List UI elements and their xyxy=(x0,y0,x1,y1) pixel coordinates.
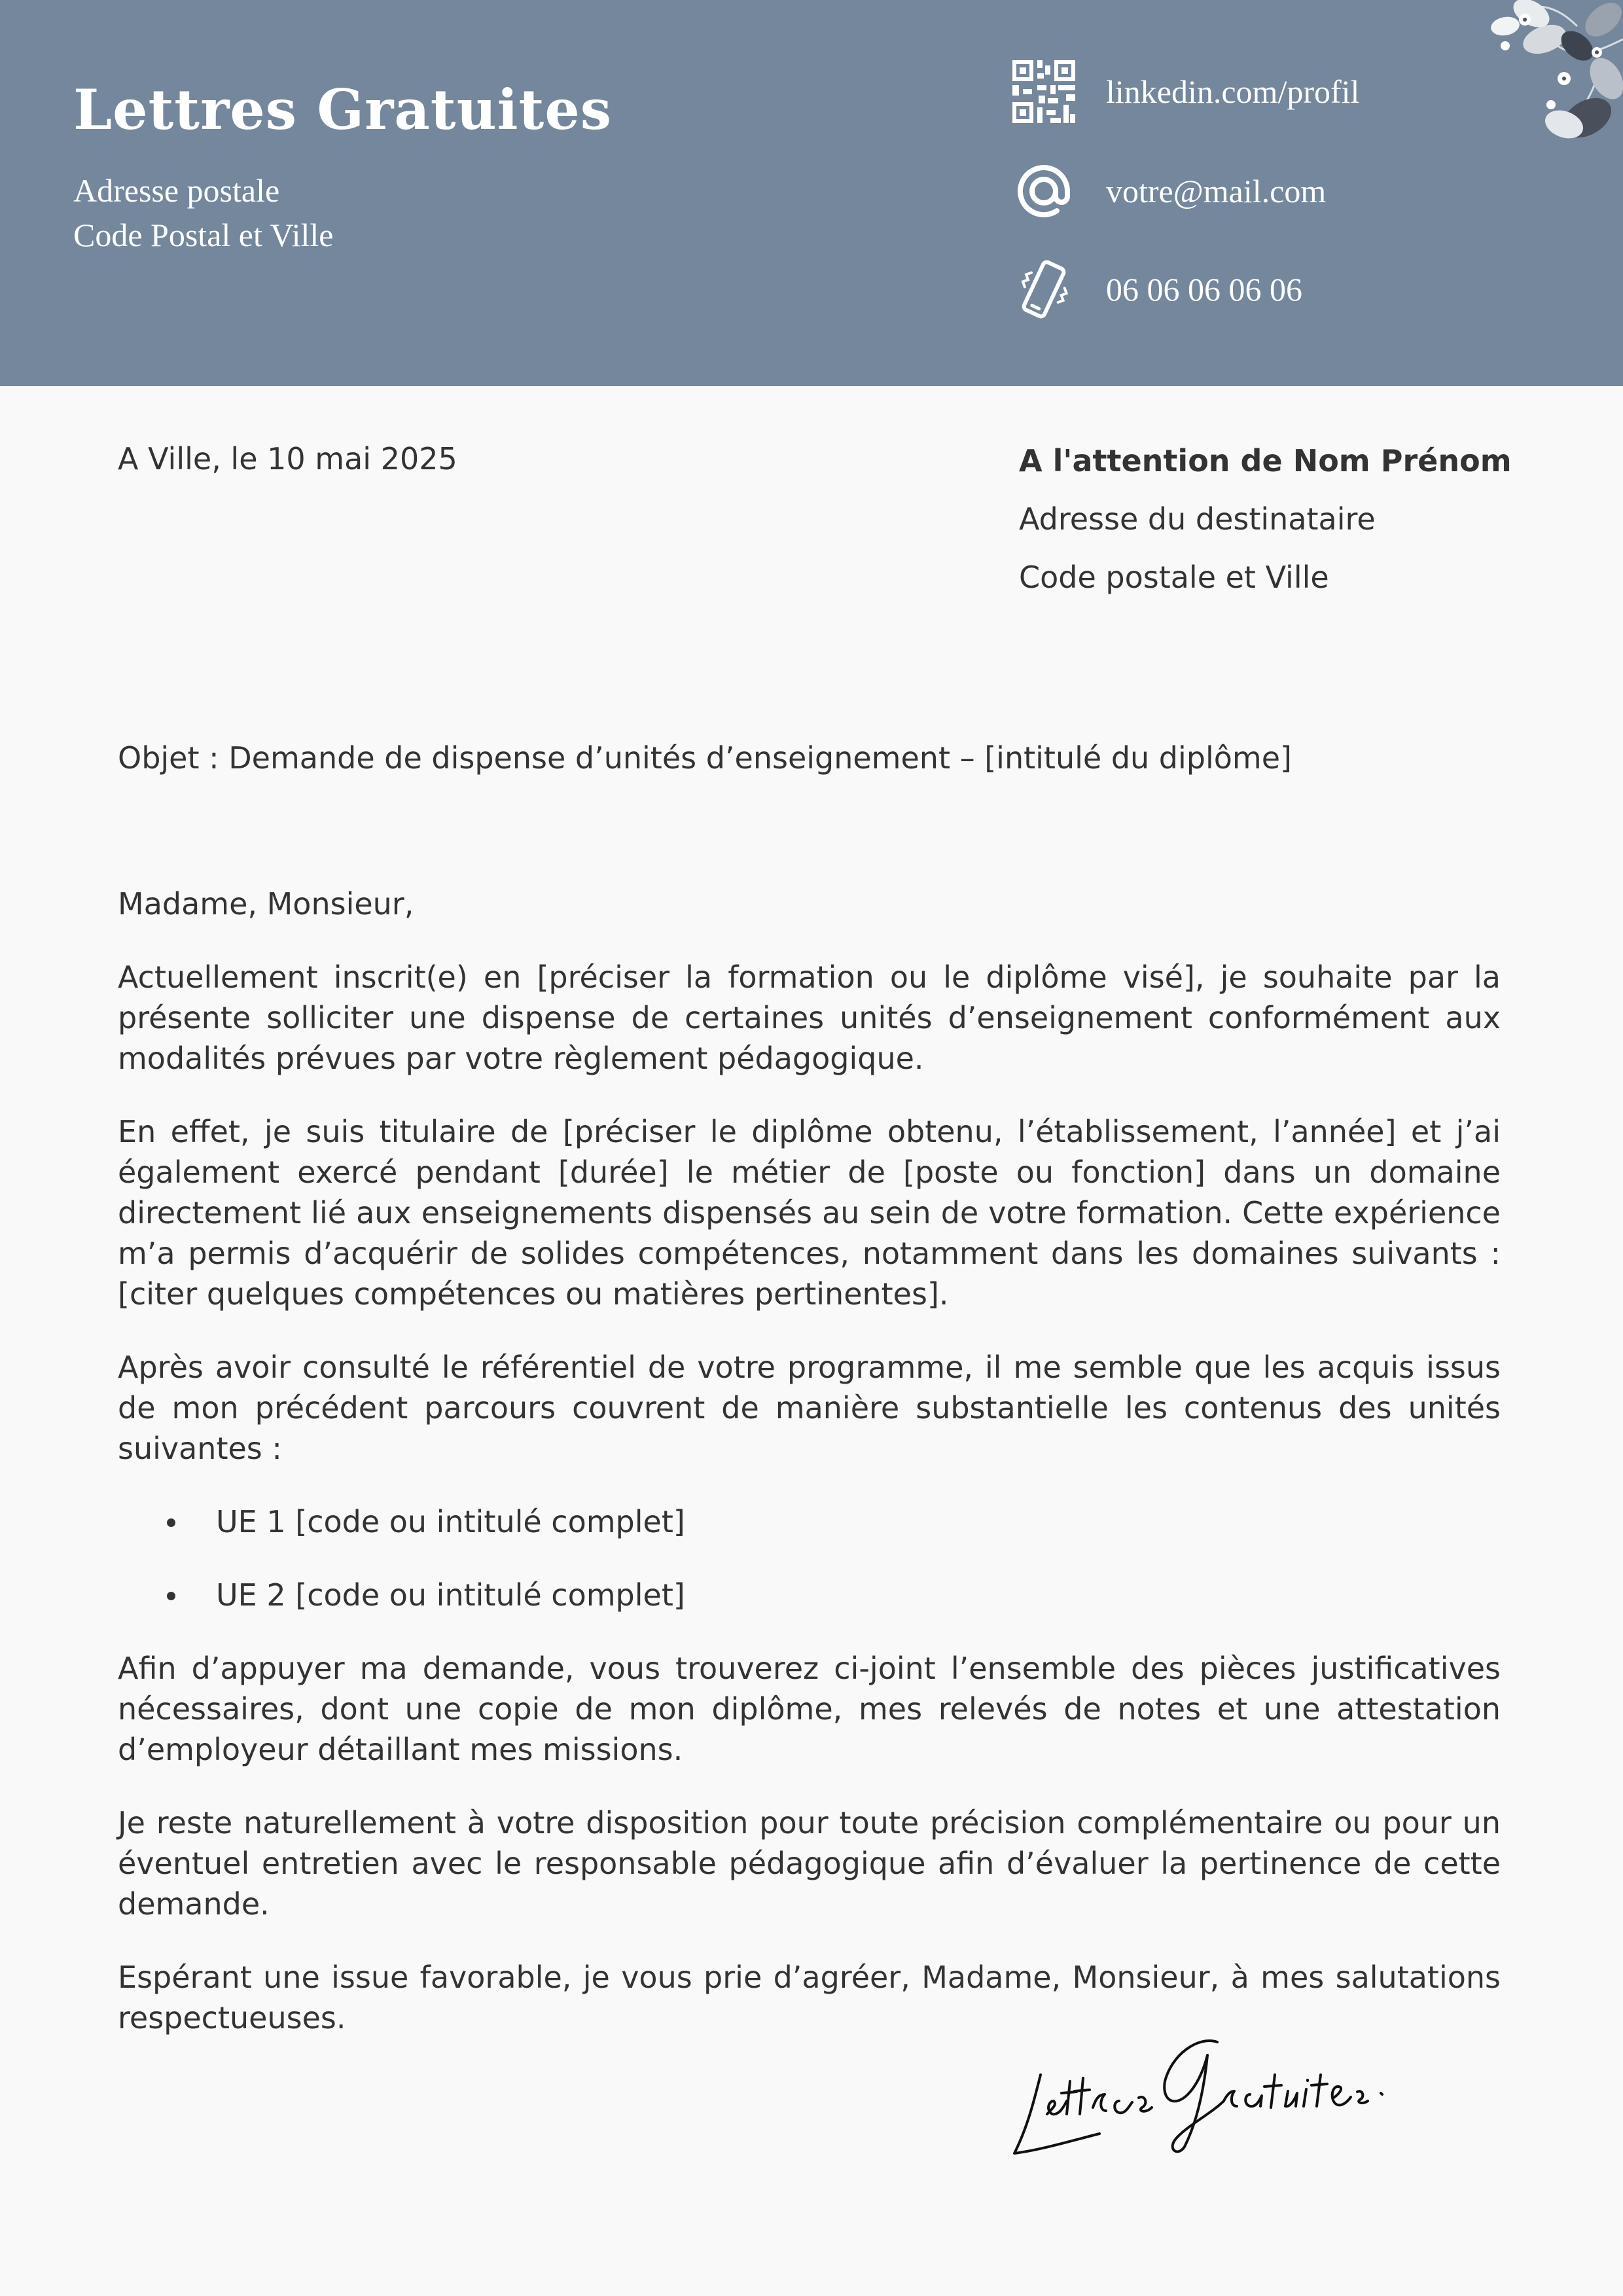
email-text: votre@mail.com xyxy=(1106,173,1327,209)
letter-header xyxy=(0,0,1623,386)
subject-line: Objet : Demande de dispense d’unités d’enseignement – [intitulé du diplôme] xyxy=(118,740,1292,776)
list-item: UE 1 [code ou intitulé complet] xyxy=(216,1501,1501,1542)
paragraph: Espérant une issue favorable, je vous prie d’agréer, Madame, Monsieur, à mes salutations respectueuses. xyxy=(118,1960,1501,2036)
sender-address: Adresse postale xyxy=(73,172,280,209)
recipient-block xyxy=(1019,432,1512,607)
sender-city: Code Postal et Ville xyxy=(73,217,334,253)
paragraph: Après avoir consulté le référentiel de votre programme, il me semble que les acquis issus de mon précédent parcours couvrent de manière substantielle les contenus des unités suivantes : xyxy=(118,1350,1501,1466)
letter-body xyxy=(118,884,1501,2071)
recipient-name: A l'attention de Nom Prénom xyxy=(1019,443,1512,478)
contact-linkedin xyxy=(1011,59,1469,124)
paragraph: Je reste naturellement à votre disposition pour toute précision complémentaire ou pour un éventuel entretien avec le responsable pédagogique afin d’évaluer la pertinence de cette demande. xyxy=(118,1805,1501,1922)
floral-ornament-icon xyxy=(1466,0,1623,157)
paragraph: En effet, je suis titulaire de [préciser le diplôme obtenu, l’établissement, l’année] et j’ai également exercé pendant [durée] le métier de [poste ou fonction] dans un domaine directement lié aux enseignements dispensés au sein de votre formation. Cette expérience m’a permis d’acquérir de solides compétences, notamment dans les domaines suivants : [citer quelques compétences ou matières pertinentes]. xyxy=(118,1114,1501,1312)
salutation: Madame, Monsieur, xyxy=(118,886,414,922)
date-line: A Ville, le 10 mai 2025 xyxy=(118,441,457,476)
ue-list xyxy=(118,1501,1501,1615)
sender-name: Lettres Gratuites xyxy=(73,77,613,142)
at-sign-icon xyxy=(1011,158,1077,224)
phone-vibrate-icon xyxy=(1011,257,1077,322)
recipient-city: Code postale et Ville xyxy=(1019,560,1329,595)
list-item: UE 2 [code ou intitulé complet] xyxy=(216,1575,1501,1615)
phone-text: 06 06 06 06 06 xyxy=(1106,271,1302,308)
linkedin-text: linkedin.com/profil xyxy=(1106,73,1360,110)
handwritten-signature xyxy=(1001,2016,1394,2173)
paragraph: Afin d’appuyer ma demande, vous trouverez ci-joint l’ensemble des pièces justificatives nécessaires, dont une copie de mon diplôme, mes relevés de notes et une attestation d’employeur détaillant mes missions. xyxy=(118,1651,1501,1767)
contact-phone xyxy=(1011,257,1469,322)
recipient-address: Adresse du destinataire xyxy=(1019,501,1376,537)
qr-code-icon xyxy=(1011,59,1077,124)
contact-email xyxy=(1011,158,1469,224)
paragraph: Actuellement inscrit(e) en [préciser la formation ou le diplôme visé], je souhaite par la présente solliciter une dispense de certaines unités d’enseignement conformément aux modalités prévues par votre règlement pédagogique. xyxy=(118,960,1501,1076)
